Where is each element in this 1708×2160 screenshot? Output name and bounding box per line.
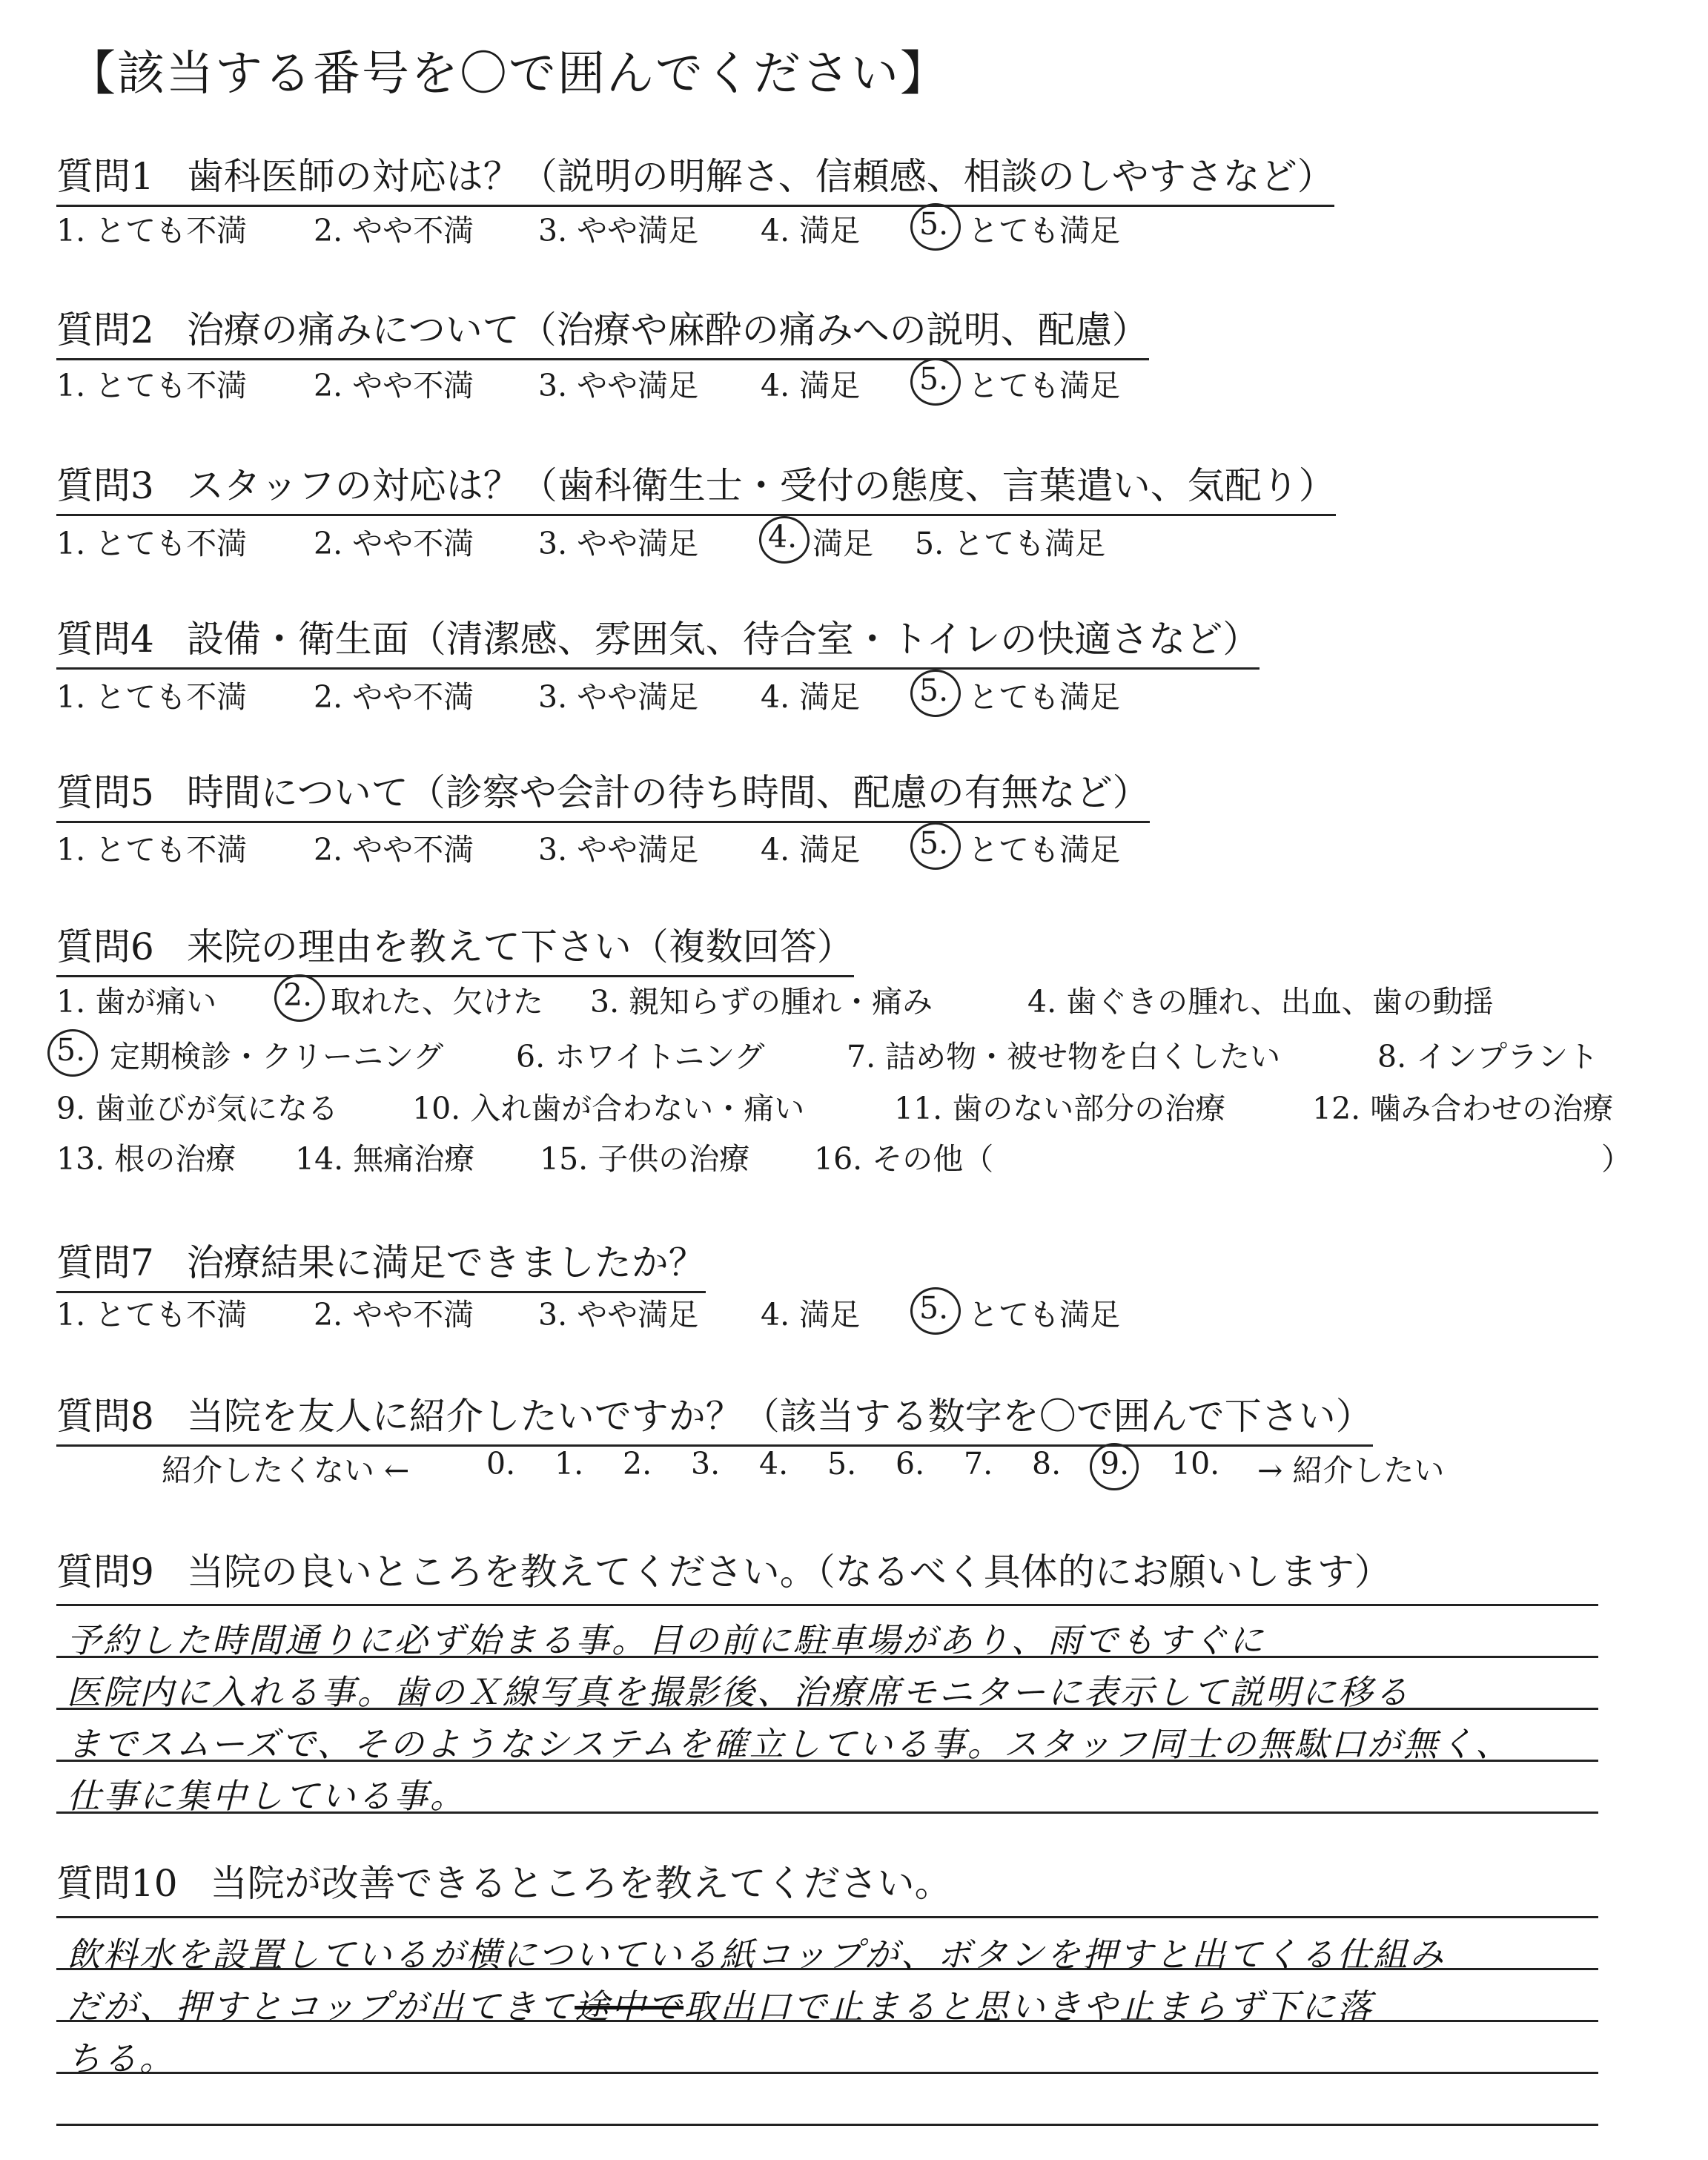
question-number: 質問3 (56, 464, 154, 507)
reason-2-label: 取れた、欠けた (331, 984, 543, 1020)
handwritten-answer-line: 仕事に集中している事。 (67, 1776, 466, 1816)
reason-2-selected[interactable]: 2. (283, 977, 313, 1013)
reason-11[interactable]: 11. 歯のない部分の治療 (894, 1091, 1226, 1126)
question-number: 質問4 (56, 618, 154, 661)
reason-12[interactable]: 12. 噛み合わせの治療 (1312, 1091, 1614, 1126)
answer-line (56, 1604, 1598, 1606)
option-2[interactable]: 2. やや不満 (314, 368, 474, 403)
option-5-selected[interactable]: 5. (919, 1290, 949, 1326)
scale-point-7[interactable]: 7. (964, 1446, 993, 1482)
option-5-label: とても満足 (968, 679, 1120, 715)
option-5-label: とても満足 (968, 832, 1120, 868)
question-number: 質問8 (56, 1395, 154, 1438)
reason-3[interactable]: 3. 親知らずの腫れ・痛み (590, 984, 933, 1020)
question-number: 質問2 (56, 308, 154, 351)
reason-7[interactable]: 7. 詰め物・被せ物を白くしたい (847, 1039, 1281, 1074)
scale-right-label: → 紹介したい (1257, 1453, 1445, 1488)
question-1-title (56, 147, 1334, 207)
scale-point-1[interactable]: 1. (555, 1446, 584, 1482)
question-8-title (56, 1387, 1373, 1447)
handwritten-answer-line: だが、押すとコップが出てきて途中で取出口で止まると思いきや止まらず下に落 (67, 1986, 1374, 2027)
reason-16-close: ） (1601, 1141, 1632, 1177)
question-10-title (56, 1854, 952, 1912)
answer-line (56, 1916, 1598, 1918)
reason-14[interactable]: 14. 無痛治療 (295, 1141, 475, 1177)
answer-line (56, 2124, 1598, 2126)
question-text: 治療結果に満足できましたか？ (186, 1241, 706, 1284)
question-4-title (56, 610, 1260, 670)
question-6-title (56, 917, 854, 977)
reason-15[interactable]: 15. 子供の治療 (540, 1141, 750, 1177)
question-text: 歯科医師の対応は？（説明の明解さ、信頼感、相談のしやすさなど） (186, 155, 1334, 198)
option-3[interactable]: 3. やや満足 (538, 368, 699, 403)
option-5-selected[interactable]: 5. (919, 825, 949, 861)
option-4[interactable]: 4. 満足 (761, 679, 861, 715)
option-5-label: とても満足 (968, 368, 1120, 403)
option-1[interactable]: 1. とても不満 (56, 832, 248, 868)
reason-8[interactable]: 8. インプラント (1377, 1039, 1599, 1074)
struck-out-text: 途中で (575, 1986, 684, 2027)
scale-point-0[interactable]: 0. (486, 1446, 516, 1482)
reason-4[interactable]: 4. 歯ぐきの腫れ、出血、歯の動揺 (1027, 984, 1494, 1020)
option-4[interactable]: 4. 満足 (761, 213, 861, 248)
question-number: 質問9 (56, 1550, 154, 1593)
handwritten-answer-line: 医院内に入れる事。歯のＸ線写真を撮影後、治療席モニターに表示して説明に移る (67, 1672, 1411, 1712)
scale-point-4[interactable]: 4. (759, 1446, 789, 1482)
scale-point-8[interactable]: 8. (1032, 1446, 1062, 1482)
option-5-selected[interactable]: 5. (919, 206, 949, 242)
option-1[interactable]: 1. とても不満 (56, 679, 248, 715)
reason-13[interactable]: 13. 根の治療 (56, 1141, 236, 1177)
handwritten-answer-line: 飲料水を設置しているが横についている紙コップが、ボタンを押すと出てくる仕組み (67, 1935, 1446, 1975)
scale-point-10[interactable]: 10. (1171, 1446, 1220, 1482)
question-9-title (56, 1542, 1391, 1600)
option-2[interactable]: 2. やや不満 (314, 526, 474, 561)
reason-6[interactable]: 6. ホワイトニング (516, 1039, 765, 1074)
option-4-selected[interactable]: 4. (768, 519, 798, 555)
handwritten-answer-line: ちる。 (67, 2038, 176, 2078)
page-title: 【該当する番号を〇で囲んでください】 (68, 47, 949, 102)
reason-5-selected[interactable]: 5. (56, 1032, 86, 1068)
question-text: 時間について（診察や会計の待ち時間、配慮の有無など） (186, 771, 1150, 814)
question-text: 設備・衛生面（清潔感、雰囲気、待合室・トイレの快適さなど） (186, 618, 1260, 661)
handwritten-answer-line: 予約した時間通りに必ず始まる事。目の前に駐車場があり、雨でもすぐに (67, 1620, 1265, 1660)
question-number: 質問5 (56, 771, 154, 814)
option-5-label: とても満足 (968, 1297, 1120, 1332)
option-1[interactable]: 1. とても不満 (56, 526, 248, 561)
option-1[interactable]: 1. とても不満 (56, 213, 248, 248)
scale-point-6[interactable]: 6. (896, 1446, 925, 1482)
option-5-selected[interactable]: 5. (919, 361, 949, 397)
option-3[interactable]: 3. やや満足 (538, 832, 699, 868)
scale-point-3[interactable]: 3. (691, 1446, 721, 1482)
option-2[interactable]: 2. やや不満 (314, 1297, 474, 1332)
scale-point-9-selected[interactable]: 9. (1100, 1446, 1130, 1482)
option-3[interactable]: 3. やや満足 (538, 213, 699, 248)
option-1[interactable]: 1. とても不満 (56, 1297, 248, 1332)
reason-5-label: 定期検診・クリーニング (110, 1039, 444, 1074)
option-2[interactable]: 2. やや不満 (314, 832, 474, 868)
option-5[interactable]: 5. とても満足 (915, 526, 1106, 561)
answer-line (56, 2072, 1598, 2074)
option-5-selected[interactable]: 5. (919, 673, 949, 708)
question-number: 質問6 (56, 925, 154, 968)
question-number: 質問1 (56, 155, 154, 198)
question-5-title (56, 763, 1150, 823)
handwritten-answer-line: までスムーズで、そのようなシステムを確立している事。スタッフ同士の無駄口が無く、 (67, 1724, 1512, 1764)
question-number: 質問7 (56, 1241, 154, 1284)
scale-point-2[interactable]: 2. (623, 1446, 652, 1482)
option-3[interactable]: 3. やや満足 (538, 679, 699, 715)
option-4[interactable]: 4. 満足 (761, 832, 861, 868)
question-2-title (56, 300, 1149, 360)
option-4-label: 満足 (812, 526, 873, 561)
option-3[interactable]: 3. やや満足 (538, 526, 699, 561)
question-text: 治療の痛みについて（治療や麻酔の痛みへの説明、配慮） (186, 308, 1149, 351)
option-4[interactable]: 4. 満足 (761, 368, 861, 403)
option-5-label: とても満足 (968, 213, 1120, 248)
question-3-title (56, 456, 1336, 516)
recommend-scale (0, 1446, 1708, 1490)
question-7-title (56, 1233, 706, 1293)
reason-1[interactable]: 1. 歯が痛い (56, 984, 217, 1020)
question-text: 当院を友人に紹介したいですか？（該当する数字を〇で囲んで下さい） (186, 1395, 1373, 1438)
question-text: 当院の良いところを教えてください。（なるべく具体的にお願いします） (186, 1550, 1391, 1593)
question-text: スタッフの対応は？（歯科衛生士・受付の態度、言葉遣い、気配り） (186, 464, 1336, 507)
reason-10[interactable]: 10. 入れ歯が合わない・痛い (412, 1091, 805, 1126)
option-3[interactable]: 3. やや満足 (538, 1297, 699, 1332)
question-text: 来院の理由を教えて下さい（複数回答） (186, 925, 854, 968)
option-1[interactable]: 1. とても不満 (56, 368, 248, 403)
option-2[interactable]: 2. やや不満 (314, 679, 474, 715)
question-text: 当院が改善できるところを教えてください。 (210, 1862, 952, 1905)
question-number: 質問10 (56, 1862, 178, 1905)
reason-9[interactable]: 9. 歯並びが気になる (56, 1091, 339, 1126)
scale-point-5[interactable]: 5. (827, 1446, 857, 1482)
reason-16[interactable]: 16. その他（ (814, 1141, 994, 1177)
option-2[interactable]: 2. やや不満 (314, 213, 474, 248)
scale-left-label: 紹介したくない ← (162, 1453, 410, 1488)
option-4[interactable]: 4. 満足 (761, 1297, 861, 1332)
